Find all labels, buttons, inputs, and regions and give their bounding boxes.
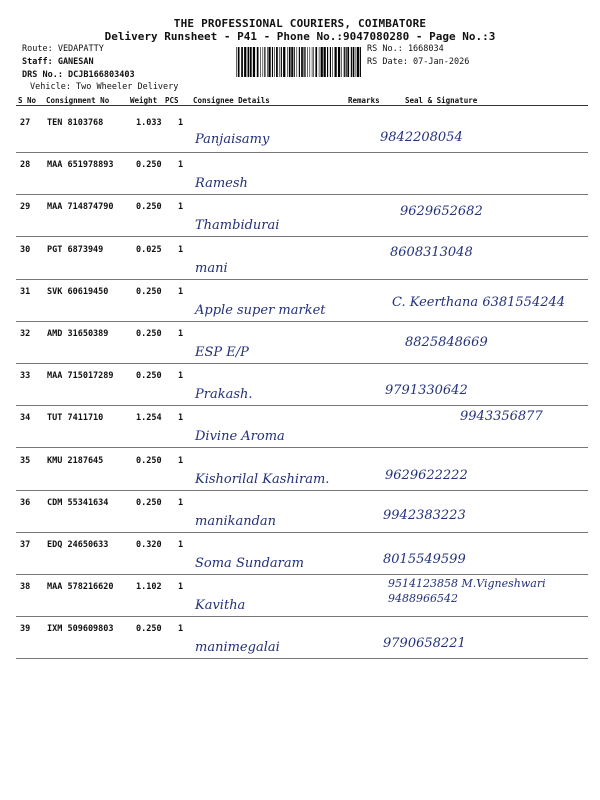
consignee-name-handwritten: Apple super market — [195, 302, 326, 318]
column-header-remarks: Remarks — [348, 96, 380, 105]
barcode-bar — [307, 47, 308, 77]
serial-number: 39 — [20, 624, 31, 635]
column-header-signature: Seal & Signature — [405, 96, 478, 105]
pieces-count: 1 — [178, 329, 184, 339]
consignee-name-handwritten: Soma Sundaram — [195, 556, 304, 571]
barcode-bar — [274, 47, 275, 77]
column-header-pcs: PCS — [165, 96, 179, 105]
consignee-name-handwritten: ESP E/P — [195, 345, 249, 360]
pieces-count: 1 — [178, 582, 184, 593]
pieces-count: 1 — [178, 371, 184, 382]
consignee-name-handwritten: mani — [195, 260, 228, 276]
barcode-bar — [299, 47, 300, 77]
signature-handwritten: 8608313048 — [390, 244, 473, 260]
consignee-name-handwritten: manikandan — [195, 513, 277, 529]
weight-value: 1.102 — [136, 582, 162, 593]
serial-number: 35 — [20, 455, 31, 466]
consignment-number: AMD 31650389 — [47, 329, 109, 339]
column-header-consignee: Consignee Details — [193, 96, 270, 105]
row-divider — [16, 658, 588, 659]
weight-value: 0.250 — [136, 624, 162, 635]
rs-number: RS No.: 1668034 — [367, 44, 444, 54]
barcode-bar — [357, 47, 359, 77]
barcode-bar — [250, 47, 252, 77]
signature-handwritten: 9629622222 — [385, 467, 468, 483]
barcode-bar — [341, 47, 342, 77]
barcode-bar — [268, 47, 270, 77]
serial-number: 37 — [20, 540, 31, 550]
barcode-bar — [356, 47, 357, 77]
rs-date: RS Date: 07-Jan-2026 — [367, 57, 470, 67]
barcode-bar — [267, 47, 268, 77]
weight-value: 0.250 — [136, 286, 162, 297]
consignment-number: MAA 578216620 — [47, 582, 114, 593]
consignee-name-handwritten: Prakash. — [195, 387, 253, 403]
pieces-count: 1 — [178, 244, 184, 255]
barcode-bar — [241, 47, 243, 77]
barcode-bar — [281, 47, 282, 77]
barcode-bar — [312, 47, 313, 77]
signature-handwritten: 9514123858 M.Vigneshwari 9488966542 — [388, 577, 546, 606]
pieces-count: 1 — [178, 160, 184, 171]
serial-number: 31 — [20, 286, 31, 297]
consignee-name-handwritten: manimegalai — [195, 640, 280, 656]
barcode-bar — [321, 47, 323, 77]
barcode-bar — [301, 47, 303, 77]
barcode-bar — [248, 47, 250, 77]
weight-value: 0.250 — [136, 371, 162, 382]
signature-handwritten: 8015549599 — [383, 552, 466, 567]
barcode-bar — [335, 47, 337, 77]
pieces-count: 1 — [178, 455, 184, 466]
weight-value: 0.250 — [136, 160, 162, 171]
pieces-count: 1 — [178, 118, 184, 128]
barcode-bar — [253, 47, 255, 77]
barcode-bar — [324, 47, 326, 77]
serial-number: 29 — [20, 202, 31, 213]
column-header-sno: S No — [18, 96, 37, 105]
serial-number: 33 — [20, 371, 31, 382]
barcode-bar — [263, 47, 264, 77]
signature-handwritten: 9943356877 — [460, 409, 543, 425]
signature-handwritten: 9842208054 — [380, 130, 463, 145]
barcode-bar — [360, 47, 361, 77]
signature-handwritten: C. Keerthana 6381554244 — [392, 294, 566, 310]
barcode-bar — [338, 47, 340, 77]
signature-handwritten: 9942383223 — [383, 507, 466, 523]
column-header-consignment: Consignment No — [46, 96, 110, 105]
weight-value: 0.250 — [136, 202, 162, 213]
barcode-bar — [351, 47, 352, 77]
barcode-bar — [319, 47, 320, 77]
weight-value: 0.320 — [136, 540, 162, 550]
weight-value: 0.250 — [136, 497, 162, 508]
barcode-bar — [236, 47, 237, 77]
signature-handwritten: 8825848669 — [405, 335, 488, 350]
consignment-number: EDQ 24650633 — [47, 540, 109, 550]
company-title: THE PROFESSIONAL COURIERS, COIMBATORE — [173, 17, 427, 30]
barcode-bar — [276, 47, 278, 77]
weight-value: 0.250 — [136, 455, 162, 466]
barcode-bar — [353, 47, 355, 77]
serial-number: 34 — [20, 413, 31, 424]
vehicle-label: Vehicle: Two Wheeler Delivery — [30, 82, 179, 92]
barcode-bar — [238, 47, 240, 77]
pieces-count: 1 — [178, 540, 184, 550]
table-row — [0, 614, 600, 670]
barcode-bar — [346, 47, 347, 77]
barcode-bar — [332, 47, 333, 77]
pieces-count: 1 — [178, 413, 184, 424]
barcode-bar — [313, 47, 314, 77]
pieces-count: 1 — [178, 624, 184, 635]
consignee-name-handwritten: Panjaisamy — [195, 132, 270, 147]
signature-handwritten: 9791330642 — [385, 383, 468, 399]
consignment-number: MAA 715017289 — [47, 371, 114, 382]
barcode-bar — [294, 47, 295, 77]
pieces-count: 1 — [178, 286, 184, 297]
barcode-bar — [291, 47, 293, 77]
barcode-bar — [260, 47, 261, 77]
route-label: Route: VEDAPATTY — [22, 44, 104, 54]
serial-number: 27 — [20, 118, 31, 128]
signature-handwritten: 9629652682 — [400, 204, 483, 220]
barcode-bar — [244, 47, 246, 77]
serial-number: 36 — [20, 497, 31, 508]
consignment-number: MAA 651978893 — [47, 160, 114, 171]
drs-label: DRS No.: DCJB166803403 — [22, 70, 135, 80]
serial-number: 28 — [20, 160, 31, 171]
serial-number: 30 — [20, 244, 31, 255]
barcode-bar — [283, 47, 285, 77]
consignment-number: PGT 6873949 — [47, 244, 104, 255]
serial-number: 32 — [20, 329, 31, 339]
consignment-number: TUT 7411710 — [47, 413, 104, 424]
consignee-name-handwritten: Kavitha — [195, 598, 246, 614]
barcode-bar — [330, 47, 331, 77]
barcode-bar — [287, 47, 288, 77]
barcode-bar — [347, 47, 349, 77]
weight-value: 1.254 — [136, 413, 162, 424]
barcode-bar — [315, 47, 317, 77]
barcode-bar — [310, 47, 311, 77]
pieces-count: 1 — [178, 202, 184, 213]
barcode-bar — [272, 47, 273, 77]
consignment-number: TEN 8103768 — [47, 118, 104, 128]
pieces-count: 1 — [178, 497, 184, 508]
header-rule — [16, 105, 588, 106]
consignment-number: MAA 714874790 — [47, 202, 114, 213]
consignee-name-handwritten: Kishorilal Kashiram. — [195, 471, 330, 487]
signature-handwritten: 9790658221 — [383, 636, 466, 652]
consignment-number: CDM 55341634 — [47, 497, 109, 508]
consignee-name-handwritten: Thambidurai — [195, 218, 280, 234]
barcode-bar — [289, 47, 291, 77]
column-header-weight: Weight — [130, 96, 158, 105]
barcode-bar — [305, 47, 306, 77]
consignment-number: KMU 2187645 — [47, 455, 104, 466]
barcode-bar — [327, 47, 328, 77]
weight-value: 0.250 — [136, 329, 162, 339]
staff-label: Staff: GANESAN — [22, 57, 94, 67]
barcode-bar — [257, 47, 259, 77]
weight-value: 0.025 — [136, 244, 162, 255]
consignee-name-handwritten: Divine Aroma — [195, 429, 285, 445]
barcode-bar — [279, 47, 280, 77]
serial-number: 38 — [20, 582, 31, 593]
consignment-number: SVK 60619450 — [47, 286, 109, 297]
barcode-image — [236, 47, 362, 77]
consignee-name-handwritten: Ramesh — [195, 176, 248, 192]
consignment-number: IXM 509609803 — [47, 624, 114, 635]
barcode-bar — [264, 47, 265, 77]
weight-value: 1.033 — [136, 118, 162, 128]
barcode-bar — [297, 47, 298, 77]
barcode-bar — [344, 47, 345, 77]
runsheet-subtitle: Delivery Runsheet - P41 - Phone No.:9047080280 - Page No.:3 — [104, 30, 496, 43]
barcode-bar — [304, 47, 305, 77]
